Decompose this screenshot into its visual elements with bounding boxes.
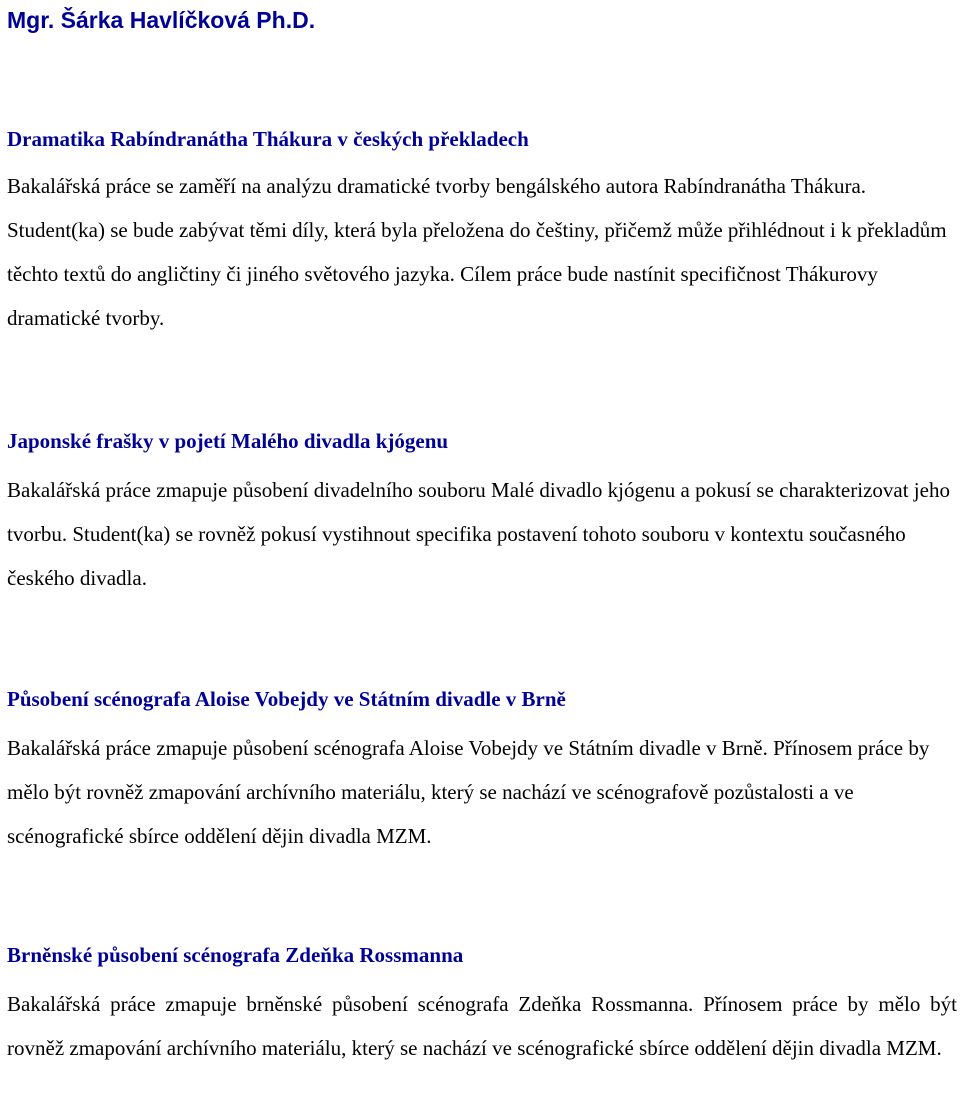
thesis-topic <box>7 684 957 858</box>
topic-description: Bakalářská práce zmapuje brněnské působení scénografa Zdeňka Rossmanna. Přínosem práce by mělo být rovněž zmapování archívního materiálu, který se nachází ve scénografické sbírce oddělení dějin divadla MZM. <box>7 992 957 1060</box>
thesis-topic <box>7 124 957 340</box>
topic-description: Bakalářská práce zmapuje působení divadelního souboru Malé divadlo kjógenu a pokusí se charakterizovat jeho tvorbu. Student(ka) se rovněž pokusí vystihnout specifika postavení tohoto souboru v kontextu současného českého divadla. <box>7 478 950 590</box>
topic-description: Bakalářská práce zmapuje působení scénografa Aloise Vobejdy ve Státním divadle v Brně. Přínosem práce by mělo být rovněž zmapování archívního materiálu, který se nachází ve scénografově pozůstalosti a ve scénografické sbírce oddělení dějin divadla MZM. <box>7 736 930 848</box>
author-name: Mgr. Šárka Havlíčková Ph.D. <box>7 7 316 33</box>
topic-title: Působení scénografa Aloise Vobejdy ve Státním divadle v Brně <box>7 687 566 711</box>
thesis-topic <box>7 426 957 600</box>
topic-title: Dramatika Rabíndranátha Thákura v českých překladech <box>7 127 529 151</box>
topic-title: Brněnské působení scénografa Zdeňka Rossmanna <box>7 943 464 967</box>
topic-title: Japonské frašky v pojetí Malého divadla kjógenu <box>7 429 449 453</box>
topic-description: Bakalářská práce se zaměří na analýzu dramatické tvorby bengálského autora Rabíndranátha Thákura. Student(ka) se bude zabývat těmi díly, která byla přeložena do češtiny, přičemž může přihlédnout i k překladům těchto textů do angličtiny či jiného světového jazyka. Cílem práce bude nastínit specifičnost Thákurovy dramatické tvorby. <box>7 174 947 330</box>
thesis-topic <box>7 940 957 1070</box>
